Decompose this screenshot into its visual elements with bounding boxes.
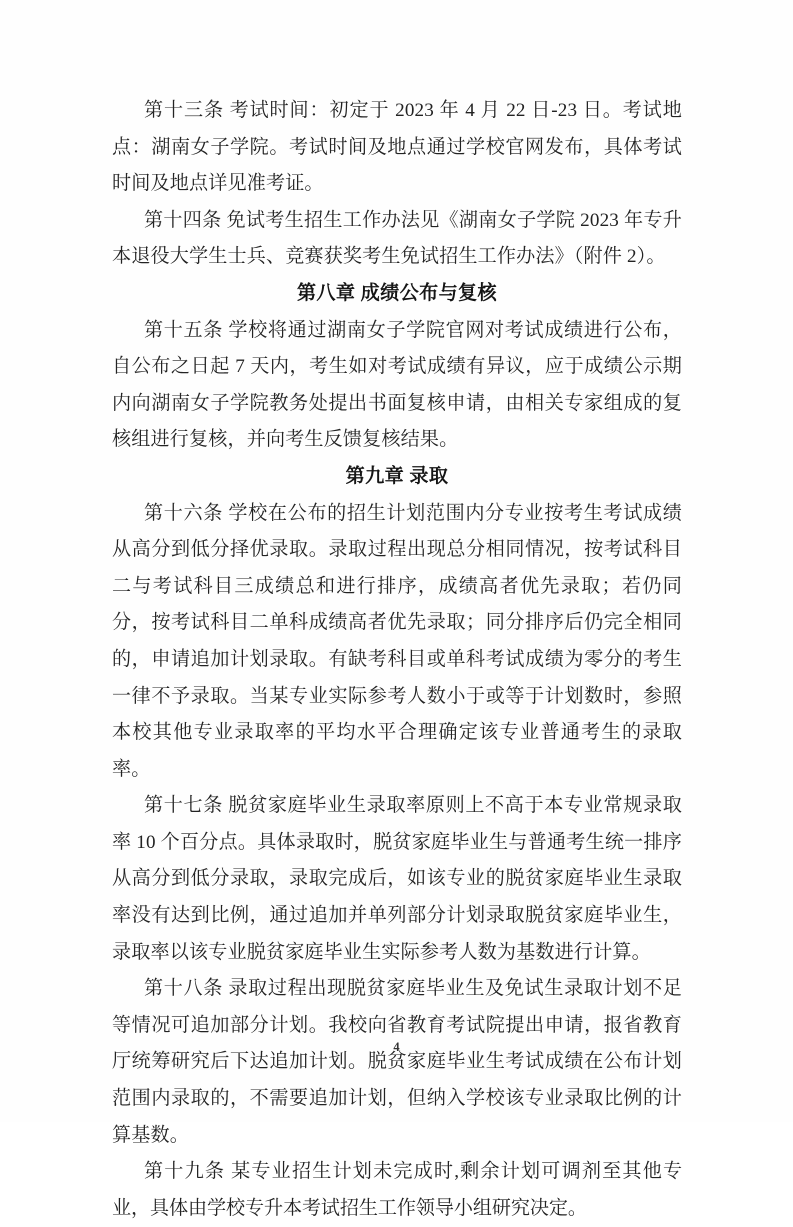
article-15-paragraph: 第十五条 学校将通过湖南女子学院官网对考试成绩进行公布，自公布之日起 7 天内，考生如对考试成绩有异议，应于成绩公示期内向湖南女子学院教务处提出书面复核申请，由相关专家组成的复核组进行复核，并向考生反馈复核结果。 xyxy=(112,319,682,451)
article-14-paragraph: 第十四条 免试考生招生工作办法见《湖南女子学院 2023 年专升本退役大学生士兵、竞赛获奖考生免试招生工作办法》（附件 2）。 xyxy=(112,209,682,268)
article-19-paragraph: 第十九条 某专业招生计划未完成时,剩余计划可调剂至其他专业，具体由学校专升本考试招生工作领导小组研究决定。 xyxy=(112,1161,682,1219)
page-footer xyxy=(0,1038,793,1056)
article-13-paragraph: 第十三条 考试时间：初定于 2023 年 4 月 22 日-23 日。考试地点：湖南女子学院。考试时间及地点通过学校官网发布，具体考试时间及地点详见准考证。 xyxy=(112,100,682,195)
article-17-paragraph: 第十七条 脱贫家庭毕业生录取率原则上不高于本专业常规录取率 10 个百分点。具体录取时，脱贫家庭毕业生与普通考生统一排序从高分到低分录取，录取完成后，如该专业的脱贫家庭毕业生录取率没有达到比例，通过追加并单列部分计划录取脱贫家庭毕业生，录取率以该专业脱贫家庭毕业生实际参考人数为基数进行计算。 xyxy=(112,795,682,963)
page-number: 4 xyxy=(393,1040,400,1054)
chapter-8-heading: 第八章 成绩公布与复核 xyxy=(296,282,498,304)
chapter-9-heading: 第九章 录取 xyxy=(345,465,449,487)
document-text-column xyxy=(112,93,682,1227)
article-16-paragraph: 第十六条 学校在公布的招生计划范围内分专业按考生考试成绩从高分到低分择优录取。录取过程出现总分相同情况，按考试科目二与考试科目三成绩总和进行排序，成绩高者优先录取；若仍同分，按考试科目二单科成绩高者优先录取；同分排序后仍完全相同的，申请追加计划录取。有缺考科目或单科考试成绩为零分的考生一律不予录取。当某专业实际参考人数小于或等于计划数时，参照本校其他专业录取率的平均水平合理确定该专业普通考生的录取率。 xyxy=(112,502,682,780)
article-18-paragraph: 第十八条 录取过程出现脱贫家庭毕业生及免试生录取计划不足等情况可追加部分计划。我校向省教育考试院提出申请，报省教育厅统筹研究后下达追加计划。脱贫家庭毕业生考试成绩在公布计划范围内录取的，不需要追加计划，但纳入学校该专业录取比例的计算基数。 xyxy=(112,978,682,1146)
